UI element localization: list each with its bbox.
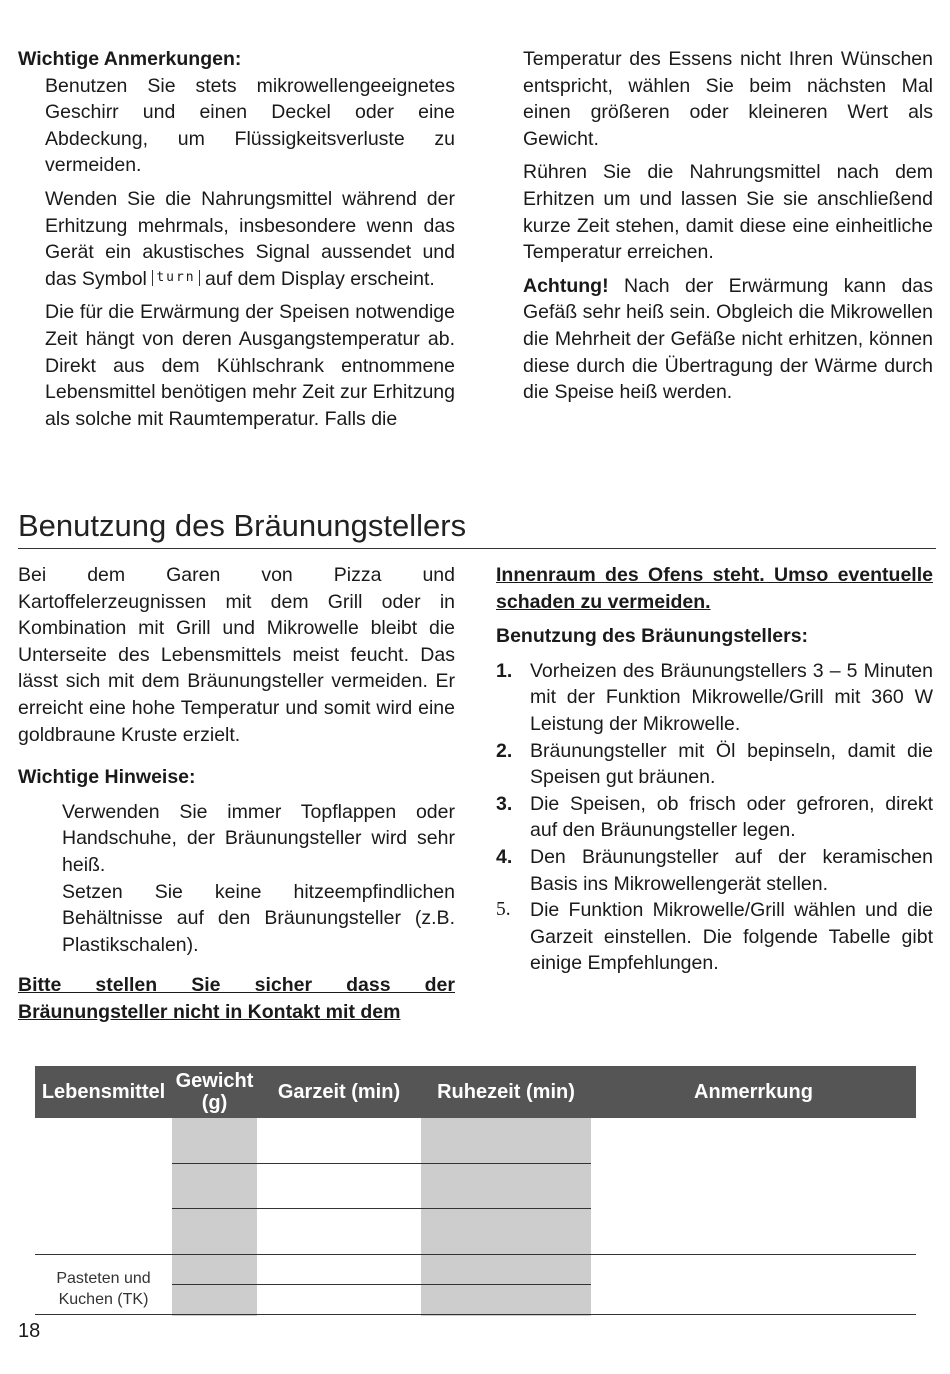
left-bottom-column [18, 562, 455, 1026]
warning-text: Bitte stellen Sie sicher dass der Bräunungsteller nicht in Kontakt mit dem [18, 974, 455, 1023]
paragraph: Die für die Erwärmung der Speisen notwendige Zeit hängt von deren Ausgangstemperatur ab. Direkt aus dem Kühlschrank entnommene Lebensmittel benötigen mehr Zeit zur Erhitzung als solche mit Raumtemperatur. Falls die [45, 301, 455, 430]
table-row-label: Pasteten und Kuchen (TK) [56, 1270, 151, 1308]
page-number: 18 [18, 1320, 41, 1342]
header-weight: Gewicht (g) [175, 1070, 254, 1114]
list-item: 5. Die Funktion Mikrowelle/Grill wählen und die Garzeit einstellen. Die folgende Tabelle gibt einige Empfehlungen. [496, 899, 933, 975]
paragraph: Rühren Sie die Nahrungsmittel nach dem Erhitzen um und lassen Sie sie anschließend kurze Zeit stehen, damit diese eine einheitliche Temperatur erreichen. [523, 161, 933, 264]
paragraph: Wenden Sie die Nahrungsmittel während der Erhitzung mehrmals, insbesondere wenn das Gerät ein akustisches Signal aussendet und das Symbol turn auf dem Display erscheint. [45, 187, 455, 290]
section-title: Benutzung des Bräunungstellers [18, 506, 936, 549]
notes-heading: Wichtige Hinweise: [18, 766, 196, 789]
header-food: Lebensmittel [41, 1080, 166, 1103]
row-divider [35, 1314, 916, 1315]
paragraph: Bei dem Garen von Pizza und Kartoffelerzeugnissen mit dem Grill oder in Kombination mit Grill und Mikrowelle bleibt die Unterseite des Lebensmittels meist feucht. Das lässt sich mit dem Bräunungsteller vermeiden. Er erreicht eine hohe Temperatur und somit wird eine goldbraune Kruste erzielt. [18, 564, 455, 746]
row-divider [172, 1284, 591, 1285]
paragraph: Benutzen Sie stets mikrowellengeeignetes Geschirr und einen Deckel oder eine Abdeckung, um Flüssigkeitsverluste zu vermeiden. [45, 74, 455, 177]
row-divider [172, 1208, 591, 1209]
row-divider [35, 1254, 916, 1255]
table-header [35, 1066, 916, 1118]
right-top-column [523, 46, 933, 406]
important-notes-heading: Wichtige Anmerkungen: [18, 48, 242, 70]
header-rest-time: Ruhezeit (min) [437, 1080, 575, 1103]
attention-label: Achtung! [523, 274, 609, 297]
list-item: 3. Die Speisen, ob frisch oder gefroren, direkt auf den Bräunungsteller legen. [496, 792, 933, 842]
list-item: 1. Vorheizen des Bräunungstellers 3 – 5 Minuten mit der Funktion Mikrowelle/Grill mit 360 W Leistung der Mikrowelle. [496, 659, 933, 735]
turn-symbol-icon: turn [152, 270, 199, 286]
paragraph: Achtung! Nach der Erwärmung kann das Gefäß sehr heiß sein. Obgleich die Mikrowellen die Mehrheit der Gefäße nicht erhitzen, können diese durch die Übertragung der Wärme durch die Speise heiß werden. [523, 274, 933, 404]
right-bottom-column [496, 562, 933, 977]
list-item: 2. Bräunungsteller mit Öl bepinseln, damit die Speisen gut bräunen. [496, 739, 933, 789]
cooking-table [35, 1066, 916, 1316]
header-cook-time: Garzeit (min) [277, 1080, 401, 1103]
left-top-column [18, 46, 455, 432]
column-shade [172, 1118, 257, 1316]
column-shade [421, 1118, 591, 1316]
warning-text-continued: Innenraum des Ofens steht. Umso eventuelle schaden zu vermeiden. [496, 564, 933, 613]
paragraph: Temperatur des Essens nicht Ihren Wünschen entspricht, wählen Sie beim nächsten Mal einen größeren oder kleineren Wert als Gewicht. [523, 48, 933, 150]
row-divider [172, 1163, 591, 1164]
header-remark: Anmerrkung [694, 1080, 813, 1103]
note: Verwenden Sie immer Topflappen oder Handschuhe, der Bräunungsteller wird sehr heiß. [62, 800, 455, 876]
usage-heading: Benutzung des Bräunungstellers: [496, 625, 809, 648]
list-item: 4. Den Bräunungsteller auf der keramischen Basis ins Mikrowellengerät stellen. [496, 845, 933, 895]
steps-list [496, 658, 933, 977]
note: Setzen Sie keine hitzeempfindlichen Behältnisse auf den Bräunungsteller (z.B. Plastikschalen). [62, 880, 455, 956]
